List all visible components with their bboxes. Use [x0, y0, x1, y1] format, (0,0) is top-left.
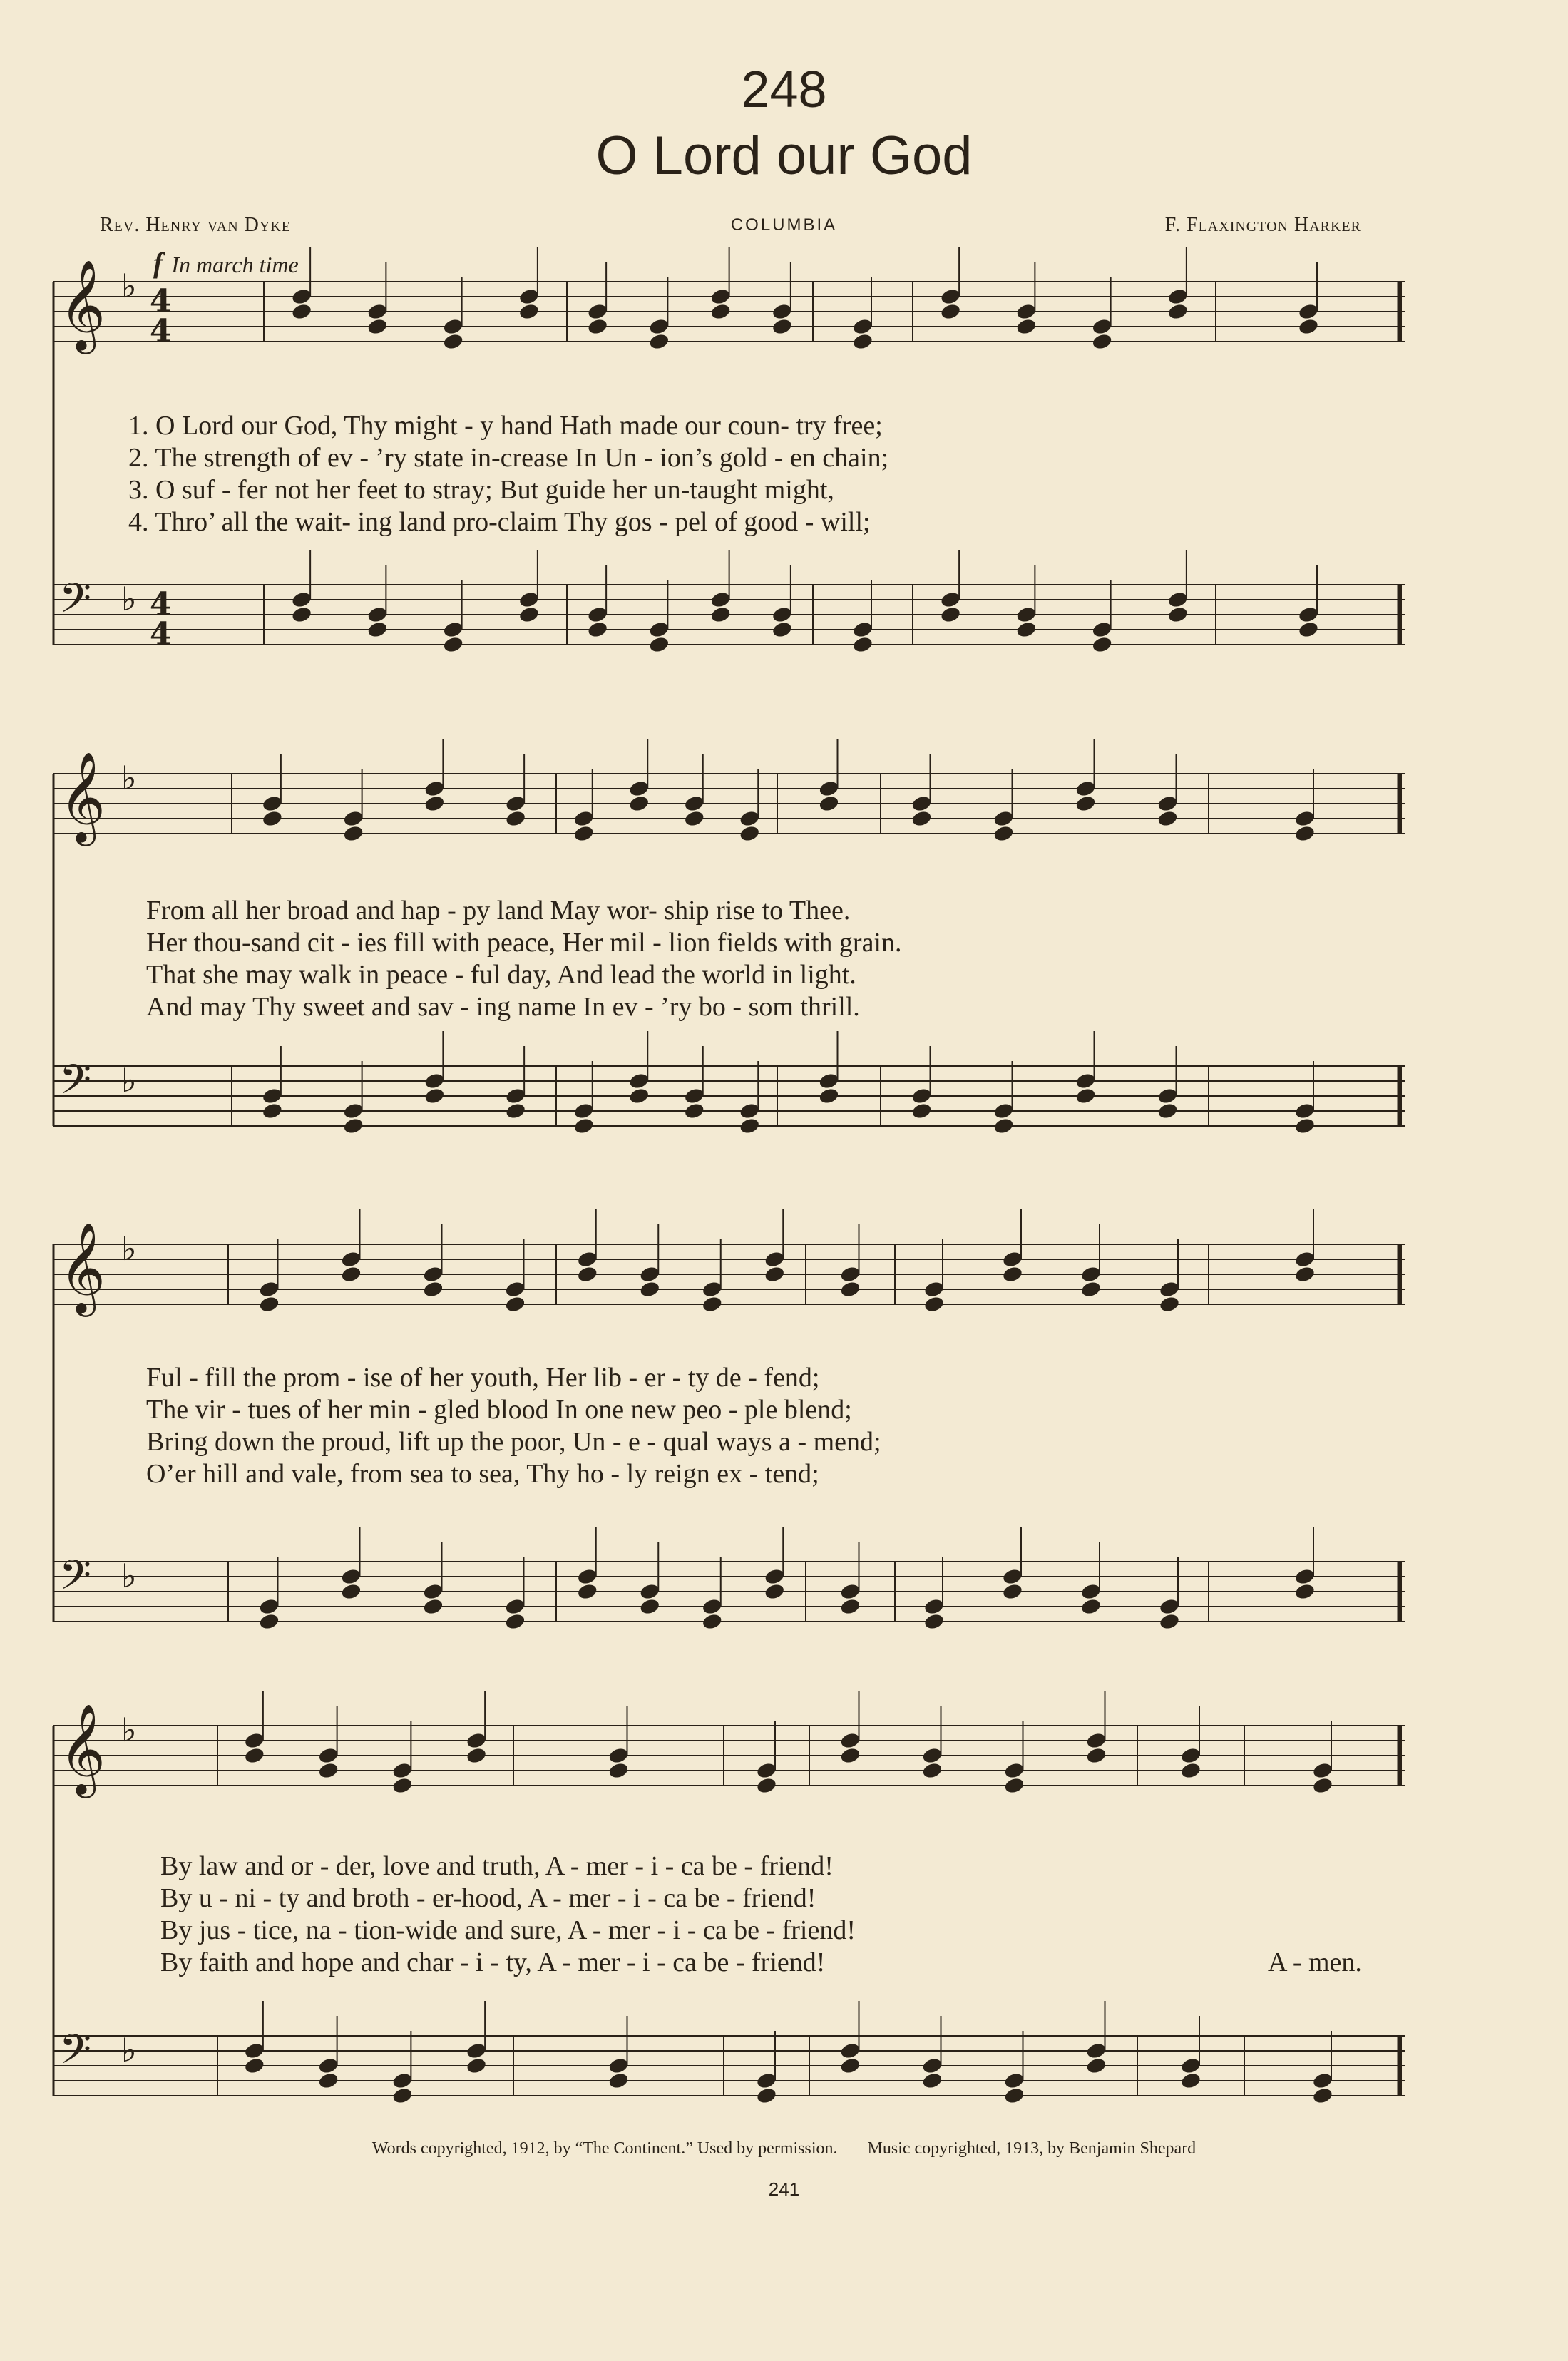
svg-text:𝄞: 𝄞: [59, 1222, 106, 1313]
system-4-lyrics: [160, 1850, 856, 1979]
svg-text:𝄞: 𝄞: [59, 1703, 106, 1794]
svg-text:4: 4: [150, 586, 172, 623]
hymn-title: O Lord our God: [595, 126, 973, 186]
lyric-line: 1. O Lord our God, Thy might - y hand Hath made our coun- try free;: [128, 411, 883, 441]
lyric-line: Her thou-sand cit - ies fill with peace, Her mil - lion fields with grain.: [146, 928, 902, 958]
svg-text:♭: ♭: [121, 580, 137, 618]
music-copyright: Music copyrighted, 1913, by Benjamin Shepard: [867, 2139, 1197, 2158]
lyric-line: And may Thy sweet and sav - ing name In ev - ’ry bo - som thrill.: [146, 992, 860, 1022]
lyric-line: 2. The strength of ev - ’ry state in-crease In Un - ion’s gold - en chain;: [128, 443, 889, 473]
lyric-line: By u - ni - ty and broth - er-hood, A - mer - i - ca be - friend!: [160, 1883, 816, 1913]
lyric-line: The vir - tues of her min - gled blood In one new peo - ple blend;: [146, 1395, 852, 1425]
svg-text:♭: ♭: [121, 267, 137, 305]
lyric-line: By jus - tice, na - tion-wide and sure, A - mer - i - ca be - friend!: [160, 1915, 856, 1945]
svg-text:4: 4: [150, 616, 172, 652]
lyric-line: O’er hill and vale, from sea to sea, Thy ho - ly reign ex - tend;: [146, 1459, 819, 1489]
svg-text:♭: ♭: [121, 759, 137, 797]
system-2-lyrics: [146, 895, 902, 1023]
svg-text:𝄢: 𝄢: [59, 1551, 92, 1609]
svg-text:♭: ♭: [121, 1711, 137, 1749]
svg-text:𝄢: 𝄢: [59, 1055, 92, 1114]
dynamic-mark: f: [153, 247, 163, 279]
svg-text:♭: ♭: [121, 1557, 137, 1595]
svg-text:4: 4: [150, 283, 172, 319]
svg-text:4: 4: [150, 313, 172, 349]
lyric-line: 3. O suf - fer not her feet to stray; But guide her un-taught might,: [128, 475, 834, 505]
words-copyright: Words copyrighted, 1912, by “The Continent.” Used by permission.: [371, 2139, 838, 2158]
svg-text:♭: ♭: [121, 1061, 137, 1100]
tempo-text: In march time: [171, 252, 299, 277]
system-3-lyrics: [146, 1362, 881, 1490]
svg-text:𝄞: 𝄞: [59, 259, 106, 350]
lyric-line: From all her broad and hap - py land May wor- ship rise to Thee.: [146, 896, 851, 926]
lyric-line: Ful - fill the prom - ise of her youth, Her lib - er - ty de - fend;: [146, 1363, 820, 1393]
lyric-line: 4. Thro’ all the wait- ing land pro-claim Thy gos - pel of good - will;: [128, 507, 871, 537]
page-number: 241: [768, 2178, 800, 2200]
copyright-footnote: [0, 2139, 1568, 2158]
svg-text:𝄞: 𝄞: [59, 751, 106, 842]
tune-name: COLUMBIA: [730, 215, 838, 235]
system-1-lyrics: [128, 410, 888, 538]
svg-text:♭: ♭: [121, 1229, 137, 1268]
lyric-line: By law and or - der, love and truth, A - mer - i - ca be - friend!: [160, 1851, 834, 1881]
svg-text:♭: ♭: [121, 2031, 137, 2069]
svg-text:𝄢: 𝄢: [59, 574, 92, 632]
svg-text:𝄢: 𝄢: [59, 2025, 92, 2084]
lyric-line: That she may walk in peace - ful day, And lead the world in light.: [146, 960, 856, 990]
author-credit: Rev. Henry van Dyke: [100, 214, 291, 236]
composer-credit: F. Flaxington Harker: [1164, 214, 1361, 236]
lyric-line: By faith and hope and char - i - ty, A - mer - i - ca be - friend!: [160, 1947, 826, 1977]
amen-text: A - men.: [1268, 1947, 1362, 1977]
hymn-number: 248: [741, 61, 827, 118]
lyric-line: Bring down the proud, lift up the poor, Un - e - qual ways a - mend;: [146, 1427, 881, 1457]
